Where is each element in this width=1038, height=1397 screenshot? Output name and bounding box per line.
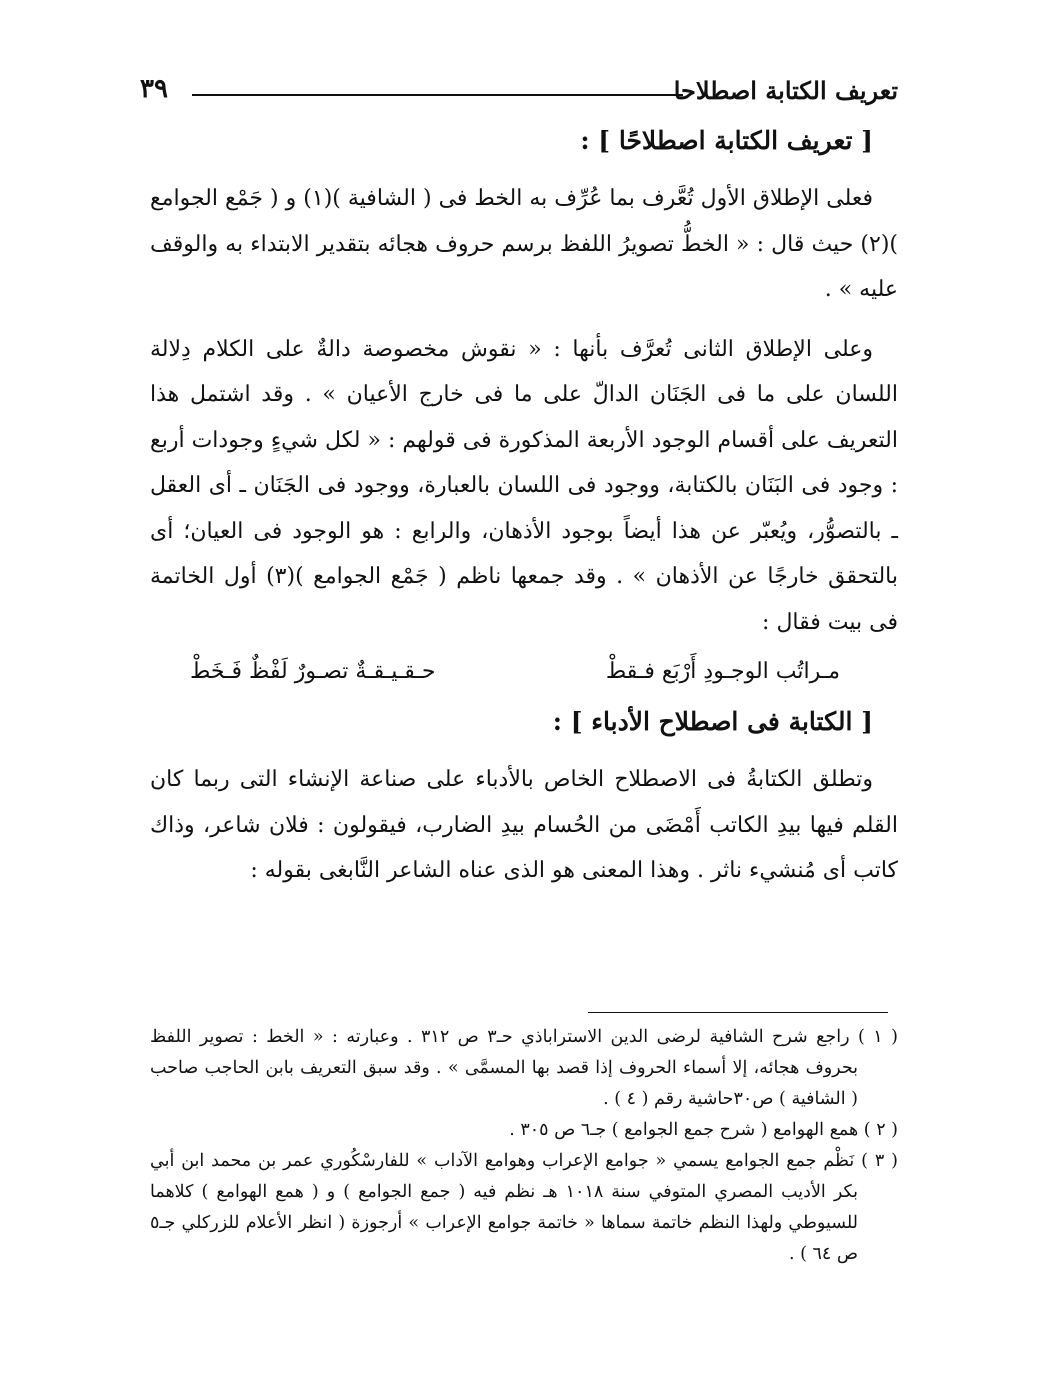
footnote-3: ( ٣ ) نَظْم جمع الجوامع يسمي « جوامع الإعراب وهوامع الآداب » للفارسْكُوري عمر بن محمد ابن أبي بكر الأديب المصري المتوفي سنة ١٠١٨ هـ نظم فيه ( جمع الجوامع ) و ( همع الهوامع ) كلاهما للسيوطي ولهذا النظم خاتمة سماها « خاتمة جوامع الإعراب » أرجوزة ( انظر الأعلام للزركلي جـ٥ ص ٦٤ ) .	[150, 1151, 899, 1264]
header-rule	[192, 94, 683, 96]
footnote-2: ( ٢ ) همع الهوامع ( شرح جمع الجوامع ) جـ٦ ص ٣٠٥ .	[509, 1120, 898, 1140]
paragraph-second-usage: وعلى الإطلاق الثانى تُعرَّف بأنها : « نقوش مخصوصة دالةٌ على الكلام دِلالة اللسان على ما فى الجَنَان الدالّ على ما فى خارج الأعيان » . وقد اشتمل هذا التعريف على أقسام الوجود الأربعة المذكورة فى قولهم : « لكل شيءٍ وجودات أربع : وجود فى البَنَان بالكتابة، ووجود فى اللسان بالعبارة، ووجود فى الجَنَان ـ أى العقل ـ بالتصوُّر، ويُعبّر عن هذا أيضاً بوجود الأذهان، والرابع : هو الوجود فى العيان؛ أى بالتحقق خارجًا عن الأذهان » . وقد جمعها ناظم ( جَمْع الجوامع )(٣) أول الخاتمة فى بيت فقال :	[150, 336, 898, 635]
paragraph-first-usage: فعلى الإطلاق الأول تُعَّرف بما عُرِّف به الخط فى ( الشافية )(١) و ( جَمْع الجوامع )(٢) حيث قال : « الخطُّ تصويرُ اللفظ برسم حروف هجائه بتقدير الابتداء به والوقف عليه » .	[150, 186, 898, 302]
section-heading-definition: [ تعريف الكتابة اصطلاحًا ] :	[580, 126, 873, 155]
running-title: تعريف الكتابة اصطلاحا	[673, 76, 898, 105]
footnote-1: ( ١ ) راجع شرح الشافية لرضى الدين الاستراباذي حـ٣ ص ٣١٢ . وعبارته : « الخط : تصوير اللفظ بحروف هجائه، إلا أسماء الحروف إذا قصد بها المسمَّى » . وقد سبق التعريف بابن الحاجب صاحب ( الشافية ) ص٣٠حاشية رقم ( ٤ ) .	[150, 1027, 898, 1109]
paragraph-literary-usage: وتطلق الكتابةُ فى الاصطلاح الخاص بالأدباء على صناعة الإنشاء التى ربما كان القلم فيها بيدِ الكاتب أَمْضَى من الحُسام بيدِ الضارب، فيقولون : فلان شاعر، وذاك كاتب أى مُنشيء ناثر . وهذا المعنى هو الذى عناه الشاعر النَّابغى بقوله :	[150, 767, 898, 883]
footnotes	[150, 1022, 898, 1270]
page-number: ٣٩	[140, 74, 168, 104]
section-heading-literary: [ الكتابة فى اصطلاح الأدباء ] :	[552, 707, 873, 736]
running-header	[140, 74, 898, 114]
verse-second-hemistich: حـقـيـقـةٌ تصـورٌ لَفْظٌ فَـخَطْ	[190, 659, 436, 684]
verse-first-hemistich: مـراتُب الوجـودِ أَرْبَع فـقطْ	[605, 659, 840, 684]
main-text	[150, 118, 898, 894]
verse-line	[150, 645, 898, 699]
footnote-separator	[588, 1012, 888, 1013]
